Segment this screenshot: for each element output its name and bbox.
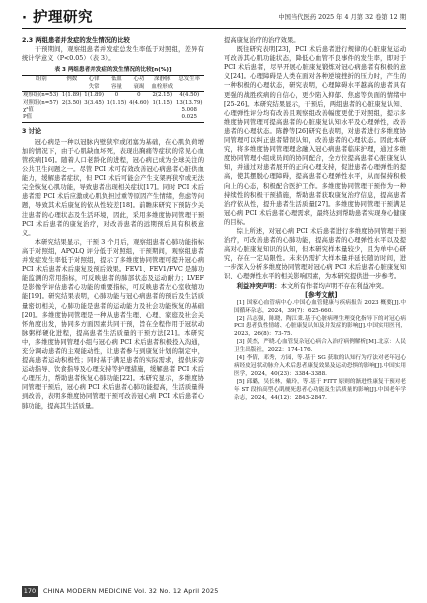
reference-text: 国家心血管病中心.中国心血管健康与疾病报告 2023 概要[J].中国循环杂志，2024，39(7)：625-660. <box>234 299 406 314</box>
table-cell <box>61 114 83 122</box>
table-header-cell: 血栓形成 <box>151 83 174 90</box>
table-cell: 对照组(n=57) <box>23 99 59 106</box>
reference-number: [2] <box>236 315 245 322</box>
table-cell: 观察组(n=53) <box>23 92 59 99</box>
table-header-cell: 心律 <box>83 76 105 84</box>
table-cell: 0 <box>114 92 119 99</box>
table-cell <box>128 107 150 114</box>
table-cell <box>105 114 127 122</box>
reference-item <box>224 355 406 379</box>
page-header <box>22 6 406 29</box>
table-cell <box>105 107 127 114</box>
table-cell: 0.025 <box>174 114 204 122</box>
table-cell: χ²值 <box>23 106 34 113</box>
table-cell <box>128 114 150 122</box>
table-cell: 1(1.89) <box>61 92 82 99</box>
table-cell: 1(1.15) <box>106 99 127 106</box>
table-header-cell: 低血 <box>105 76 127 84</box>
references-title: [参考文献] <box>305 290 338 299</box>
reference-number: [4] <box>236 355 245 362</box>
table-header-row <box>22 84 204 92</box>
interest-statement <box>224 282 406 291</box>
reference-number: [1] <box>236 299 245 306</box>
table-header-cell <box>174 84 204 92</box>
table-header-cell: 总发生率 <box>174 76 204 84</box>
reference-item <box>224 379 406 403</box>
section-heading: 3 讨论 <box>22 127 42 135</box>
table-cell: 13(13.79) <box>175 99 203 106</box>
reference-number: [5] <box>236 378 245 385</box>
table-cell <box>61 107 83 114</box>
interest-label: 利益冲突声明： <box>236 282 281 290</box>
table-row <box>22 114 204 122</box>
reference-item <box>224 300 406 316</box>
table-caption: 表 3 两组患者并发症的发生情况的比较[n(%)] <box>54 67 172 74</box>
table-3 <box>22 66 204 122</box>
table-header-cell: 衰竭 <box>128 84 150 92</box>
table-cell <box>150 107 174 114</box>
complication-table <box>22 75 204 122</box>
paragraph: 提高康复治疗的治疗效果。 <box>224 37 300 44</box>
table-header-row <box>22 76 204 84</box>
table-cell: 2(3.50) <box>61 99 82 106</box>
table-header-cell: 组别 <box>22 76 61 84</box>
paragraph: 既往研究表明[23]，PCI 术后患者进行规律的心脏康复运动可改善其心肌功能状态，降低心血管不良事件的发生率，即对于 PCI 术后患者，尽早开展心脏康复锻炼对冠心病患者有积极的意义[24]。心理障碍是人类在面对各种逆境挫折的压力时，产生的一种积极的心理状态，研究表明，心理障碍水平越高的患者具有更强的战胜疾病的自信心，更少陷入抑郁、焦虑等负面的情绪中[25-26]。本研究结果显示，干预后，两组患者的心脏康复认知、心理弹性评分均有改善且观察组改善幅度更优于对照组，提示多维度协同管理可提高患者的心脏康复认知水平及心理弹性，改善患者的心理状态。陈静等[26]研究也表明，对患者进行多维度协同管理可以纠正患者错误认知，改善患者的心理状态。因此本研究，将多维度协同管理理念融入冠心病患者临床护理，通过多维度协同管理小组成员间的协同配合，全方位提高患者心脏康复认知，并通过对患者展开的正向心理支持，促进患者心理弹性的提高，使其摆脱心理障碍，提高患者心理弹性水平，从而保持积极向上的心态，积极配合医护工作。多维度协同管理干预作为一种持续性的积极干预措施，帮助患者获取康复治疗信息，提高患者治疗依从性，提升患者生活质量[27]。多维度协同管理干预满足冠心病 PCI 术后患者心理需求，最终达到帮助患者实现身心健康的目标。 <box>224 46 406 226</box>
paragraph: 本研究结果显示，干预 3 个月后，观察组患者心肺功能指标高于对照组，APQLQ 评分低于对照组，干预期间，观察组患者并发症发生率低于对照组，提示了多维度协同管理可提升冠心病 PCI 术后患者术后康复及预后效果。FEV1、FEV1/FVC 是肺功能监测的常用指标，可反映患者的肺部状态及运动耐力；LVEF 是影像学评估患者心功能的重要指标，可反映患者左心室收缩功能[19]。研究结果表明，心肺功能与冠心病患者的预后及生活质量密切相关，心肺功能是患者的运动能力及社会功能恢复的基础[20]。多维度协同管理是一种从患者生理、心理、家庭及社会关怀角度出发，协同多方面因素共同干预，旨在全程作用于冠状动脉粥样硬化进程，提高患者生活质量的干预方法[21]。本研究中，多维度协同管理小组与冠心病 PCI 术后患者积极投入沟通，充分调动患者的主观能动性，让患者参与到康复计划的制定中，提高患者运动积极性；同时基于满足患者的实际需求，提供床旁运动指导、饮食指导及心理支持等护理措施，缓解患者 PCI 术后心理压力，帮助患者恢复心肺功能[22]。本研究显示，多维度协同管理干预后，冠心病 PCI 术后患者心肺功能提高，生活质量得到改善，表明多维度协同管理干预可改善冠心病 PCI 术后患者心肺功能，提高其生活质量。 <box>22 238 204 410</box>
table-cell <box>83 107 105 114</box>
reference-text: 李倩，邓秀，方园，等.基于 SG 获取的认知行为疗法对老年冠心病经皮冠状动脉介入术后患者康复效果及运动恐惧的影响[J].中国实用医学，2024，40(23)：3384-3388. <box>234 355 406 377</box>
table-header-cell: 心功 <box>128 76 150 84</box>
reference-text: 黄杰，严晓.心血管复杂冠心病合入治疗病例解析[M].北京：人民卫生出版社，2022：174-176. <box>234 339 406 354</box>
reference-item <box>224 316 406 340</box>
paragraph: 综上所述，对冠心病 PCI 术后患者进行多维度协同管理干预治疗，可改善患者的心肺功能，提高患者的心理弹性水平以及提高对心脏康复知识的认知，但本研究样本量较少，且为单中心研究，存在一定局限性。未来仍需扩大样本量并延长随访时间，进一步深入分析多维度协同管理对冠心病 PCI 术后患者心脏康复知识、心理弹性水平的相关影响因素，为本研究提供进一步参考。 <box>224 227 406 281</box>
reference-item <box>224 339 406 355</box>
table-cell: 2(2.15) <box>152 92 173 99</box>
table-header-cell <box>22 84 61 92</box>
paragraph: 冠心病是一种以冠脉内壁狭窄或闭塞为基础，在心肌负荷增加的情况下，由于心肌缺血坏死，表现出胸痛等症状的常见心血管疾病[16]。随着人口老龄化的进程，冠心病已成为全球关注的公共卫生问题之一。尽管 PCI 术可有效改善冠心病患者心脏供血能力，缓解患者症状，但 PCI 术后可能会产生支架再狭窄或无法完全恢复心肌功能，导致患者出现相关症状[17]。同时 PCI 术后患者需 PCI 术后应激或心肌负担过重等原因产生情绪，焦虑等问题，导致其术后康复的依从性较差[18]。前瞻床研究下预防少关注患者的心理状态及生活环境，因此，采用多维度协同管理干预 PCI 术后患者的康复治疗，对改善患者的远期预后具有积极意义。 <box>22 138 204 237</box>
table-header-cell: 例数 <box>61 76 83 84</box>
table-cell <box>83 114 105 122</box>
reference-text: 邱璐，吴长林，戴玲，等.基于 FITT 原则的渐进性康复干预对老年 ST 段抬高型心肌梗死患者心功能及生活质量的影响[J].中国老年学杂志，2024，44(12)：2843-2847. <box>234 378 406 401</box>
reference-text: 吕志强，陈晓，陶江秉.基于心脏病理生理变化指导下的对冠心病 PCI 患者负性情绪、心脏康复认知及并发症的影响[J].中国实用医刊，2023，26(8)：73-75. <box>234 315 406 338</box>
table-cell: 4(4.60) <box>129 99 149 106</box>
table-header-cell <box>61 84 83 92</box>
table-row <box>22 100 204 107</box>
table-cell <box>150 114 174 122</box>
interest-text: 本文所有作者均声明不存在利益冲突。 <box>280 282 388 290</box>
paragraph: 干预期间，观察组患者并发症总发生率低于对照组，差异有统计学意义（P<0.05）（表 3）。 <box>22 46 204 63</box>
page-footer <box>22 586 406 597</box>
reference-number: [3] <box>236 339 245 346</box>
reference-list <box>224 300 406 403</box>
table-cell: 5.008 <box>181 106 197 113</box>
table-row <box>22 92 204 100</box>
table-cell: 3(3.45) <box>84 99 104 106</box>
table-row <box>22 107 204 114</box>
page-number: 170 <box>23 587 37 595</box>
journal-meta: 中国当代医药 2025 年 4 月第 32 卷第 12 期 <box>278 14 406 21</box>
table-header-cell: 深静脉 <box>150 76 174 84</box>
left-column <box>22 36 204 411</box>
table-cell: 1(1.89) <box>84 92 104 99</box>
footer-journal-name: CHINA MODERN MEDICINE Vol. 32 No. 12 April 2025 <box>43 587 219 595</box>
table-cell: 0 <box>137 92 141 99</box>
table-cell: 1(1.15) <box>152 99 173 106</box>
subsection-heading: 2.3 两组患者并发症的发生情况的比较 <box>22 37 130 44</box>
table-cell: 4(4.50) <box>179 92 200 99</box>
right-column <box>224 36 406 403</box>
table-cell: P值 <box>22 114 61 122</box>
section-title: · 护理研究 <box>22 10 94 26</box>
table-header-cell: 失常 <box>83 84 105 92</box>
table-header-cell: 容量 <box>105 84 127 92</box>
